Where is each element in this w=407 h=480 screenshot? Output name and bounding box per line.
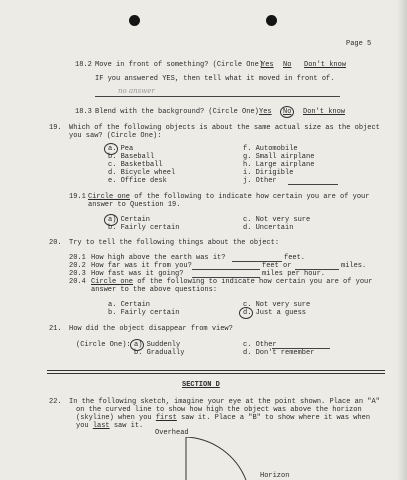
section-heading: SECTION D — [182, 381, 220, 389]
page-edge-shadow — [397, 0, 407, 480]
q21-option-c[interactable]: c. Other — [243, 341, 277, 349]
q19-option-d[interactable]: d. Bicycle wheel — [108, 169, 176, 177]
q20-3-number: 20.3 — [69, 270, 86, 278]
q20-4-option-b[interactable]: b. Fairly certain — [108, 309, 180, 317]
q20-text: Try to tell the following things about the object: — [69, 239, 280, 247]
q20-4-option-d[interactable]: d. Just a guess — [243, 309, 307, 317]
page-number: Page 5 — [346, 40, 372, 48]
q19-option-g[interactable]: g. Small airplane — [243, 153, 315, 161]
q20-1-unit: feet. — [284, 254, 306, 262]
q22-text-line2: on the curved line to show how high the object was above the horizon — [76, 406, 362, 414]
q18-3-dont-know-option[interactable]: Don't know — [303, 108, 346, 116]
q18-2-followup: IF you answered YES, then tell what it moved in front of. — [95, 75, 335, 83]
section-divider-bottom — [47, 373, 385, 374]
q21-prefix: (Circle One): — [76, 341, 131, 349]
q21-option-b[interactable]: b. Gradually — [134, 349, 185, 357]
q19-option-a[interactable]: a. Pea — [108, 145, 134, 153]
q21-option-a[interactable]: a) Suddenly — [134, 341, 181, 349]
q19-option-b[interactable]: b. Baseball — [108, 153, 155, 161]
circled-mark-icon — [239, 307, 253, 319]
q21-text: How did the object disappear from view? — [69, 325, 233, 333]
q19-1-text-line1: Circle one of the following to indicate how certain you are of your — [88, 193, 370, 201]
q19-option-h[interactable]: h. Large airplane — [243, 161, 315, 169]
q19-number: 19. — [49, 124, 62, 132]
sketch-horizon-label: Horizon — [260, 472, 290, 480]
q19-option-i[interactable]: i. Dirigible — [243, 169, 294, 177]
q19-text-line1: Which of the following objects is about the same actual size as the object — [69, 124, 380, 132]
q19-option-f[interactable]: f. Automobile — [243, 145, 298, 153]
q19-1-option-a[interactable]: a) Certain — [108, 216, 151, 224]
q18-2-answer-line[interactable] — [95, 96, 340, 97]
q21-number: 21. — [49, 325, 62, 333]
q20-2-text: How far was it from you? — [91, 262, 192, 270]
q20-4-number: 20.4 — [69, 278, 86, 286]
q18-3-text: Blend with the background? (Circle One) — [95, 108, 259, 116]
q19-option-e[interactable]: e. Office desk — [108, 177, 167, 185]
q19-1-option-b[interactable]: b. Fairly certain — [108, 224, 180, 232]
q22-text-line3: (skyline) when you first saw it. Place a "B" to show where it was when — [76, 414, 371, 422]
q19-option-j[interactable]: j. Other — [243, 177, 277, 185]
section-divider-top — [47, 370, 385, 371]
q18-2-no-option[interactable]: No — [283, 61, 292, 69]
q21-option-d[interactable]: d. Don't remember — [243, 349, 315, 357]
q20-2-number: 20.2 — [69, 262, 86, 270]
punch-hole-icon — [266, 15, 277, 26]
q20-4-option-a[interactable]: a. Certain — [108, 301, 151, 309]
q19-1-option-d[interactable]: d. Uncertain — [243, 224, 294, 232]
q19-text-line2: you saw? (Circle One): — [69, 132, 162, 140]
q20-2-unit: miles. — [341, 262, 367, 270]
q20-1-number: 20.1 — [69, 254, 86, 262]
q18-3-yes-option[interactable]: Yes — [259, 108, 272, 116]
q20-1-text: How high above the earth was it? — [91, 254, 226, 262]
q18-2-text: Move in front of something? (Circle One) — [95, 61, 264, 69]
q20-4-text-line1: Circle one of the following to indicate how certain you are of your — [91, 278, 373, 286]
q19-1-number: 19.1 — [69, 193, 86, 201]
q18-2-number: 18.2 — [75, 61, 92, 69]
q20-4-text-line2: answer to the above questions: — [91, 286, 218, 294]
q20-3-unit: miles per hour. — [262, 270, 326, 278]
q18-3-no-option[interactable]: No — [283, 108, 292, 116]
q20-number: 20. — [49, 239, 62, 247]
q20-2-feet-line[interactable] — [192, 269, 260, 270]
q18-2-yes-option[interactable]: Yes — [261, 61, 274, 69]
q22-text-line4: you last saw it. — [76, 422, 144, 430]
q19-option-c[interactable]: c. Basketball — [108, 161, 163, 169]
sketch-overhead-label: Overhead — [155, 429, 189, 437]
q22-text-line1: In the following sketch, imagine your eye at the point shown. Place an "A" — [69, 398, 380, 406]
q20-4-option-c[interactable]: c. Not very sure — [243, 301, 311, 309]
punch-hole-icon — [129, 15, 140, 26]
q19-other-line[interactable] — [288, 184, 338, 185]
q19-1-text-line2: answer to Question 19. — [88, 201, 181, 209]
q22-number: 22. — [49, 398, 62, 406]
q20-2-mid: feet or — [262, 262, 292, 270]
q20-3-text: How fast was it going? — [91, 270, 184, 278]
q19-1-option-c[interactable]: c. Not very sure — [243, 216, 311, 224]
handwritten-answer: no answer — [118, 87, 155, 95]
q18-3-number: 18.3 — [75, 108, 92, 116]
q18-2-dont-know-option[interactable]: Don't know — [304, 61, 347, 69]
